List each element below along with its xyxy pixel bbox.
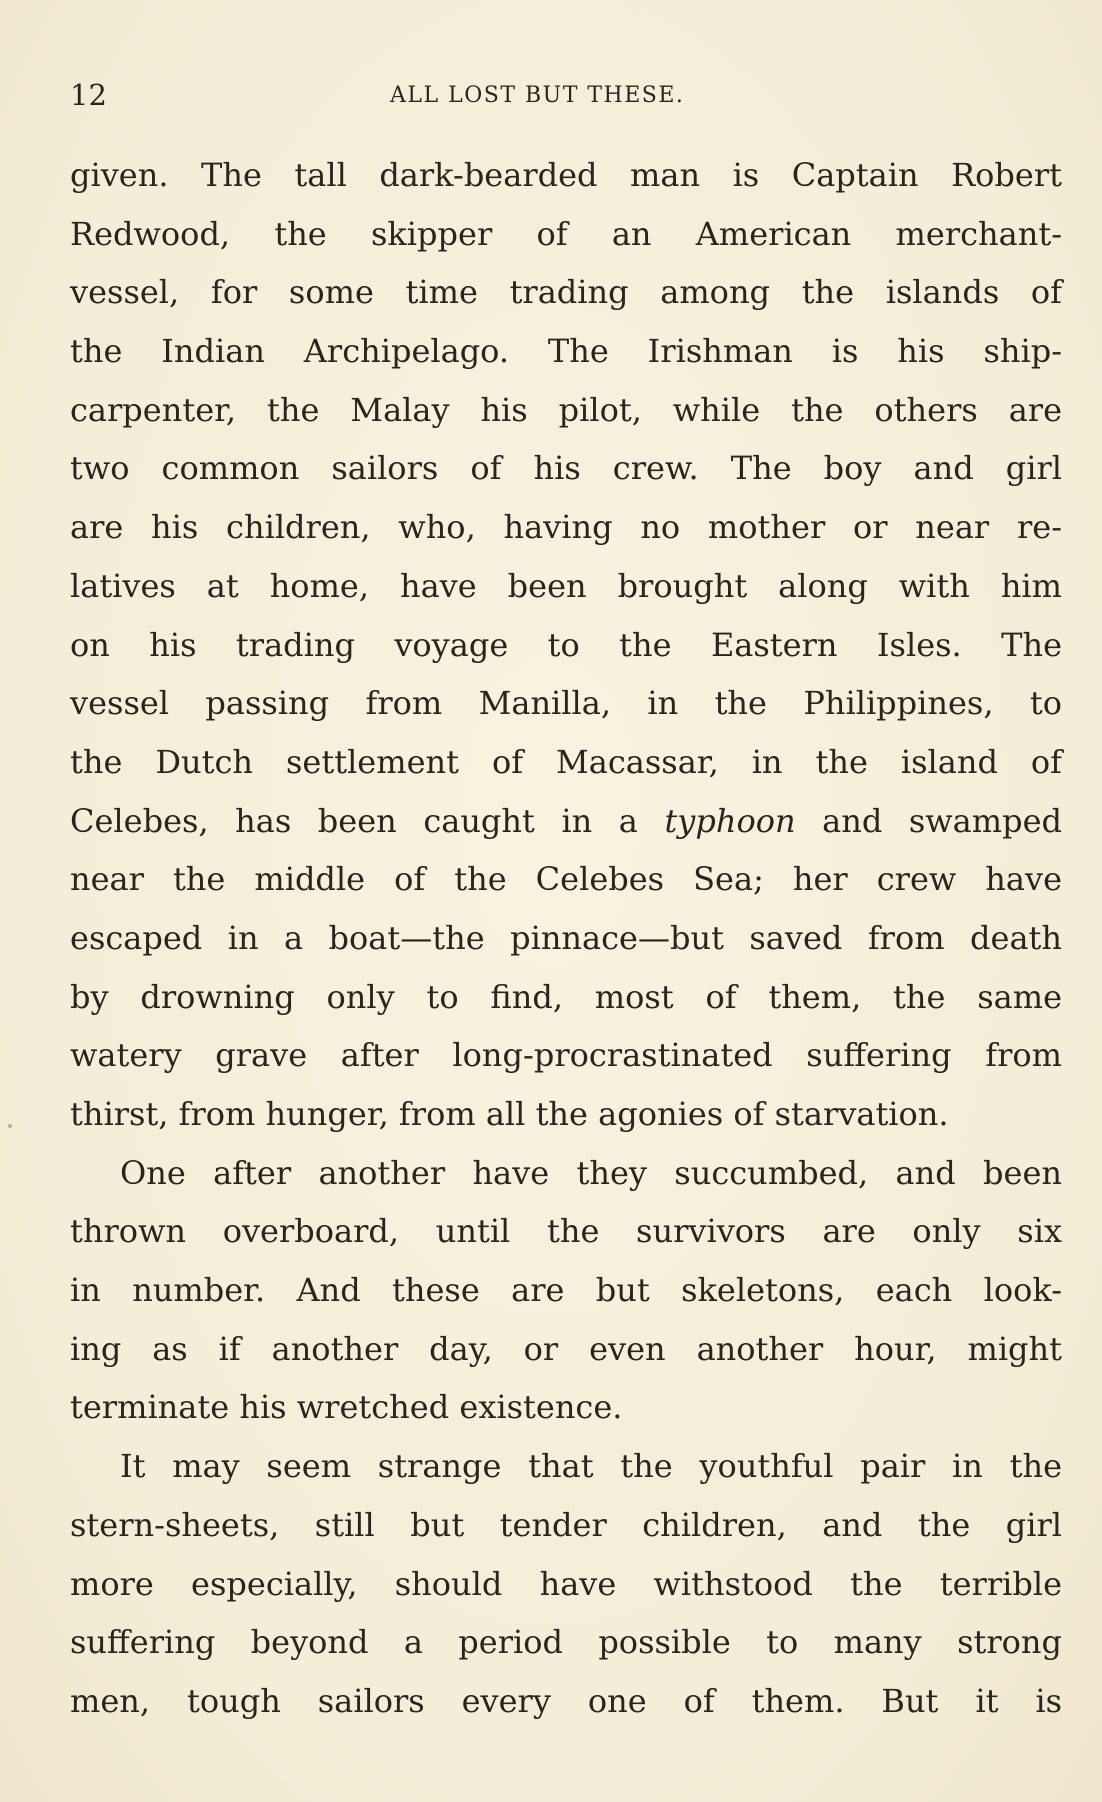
text-line: more especially, should have withstood the terrible xyxy=(70,1564,1062,1603)
text-line: two common sailors of his crew. The boy and girl xyxy=(70,449,1062,488)
text-line: by drowning only to find, most of them, the same xyxy=(70,977,1062,1016)
text-line: Redwood, the skipper of an American merchant- xyxy=(70,214,1062,253)
text-line: suffering beyond a period possible to many strong xyxy=(70,1623,1062,1662)
text-line: near the middle of the Celebes Sea; her crew have xyxy=(70,860,1062,899)
text-line: terminate his wretched existence. xyxy=(70,1388,623,1427)
text-line: thrown overboard, until the survivors are only six xyxy=(70,1212,1062,1251)
text-segment: Celebes, has been caught in a xyxy=(70,801,665,840)
text-line xyxy=(70,792,1062,851)
text-line: escaped in a boat—the pinnace—but saved from death xyxy=(70,918,1062,957)
page-header xyxy=(70,78,1062,118)
text-line: are his children, who, having no mother or near re- xyxy=(70,508,1062,547)
text-line: given. The tall dark-bearded man is Captain Robert xyxy=(70,156,1062,194)
text-line: vessel passing from Manilla, in the Philippines, to xyxy=(70,684,1062,723)
text-line: carpenter, the Malay his pilot, while the others are xyxy=(70,390,1062,429)
page-number: 12 xyxy=(70,78,107,112)
text-line: the Indian Archipelago. The Irishman is his ship- xyxy=(70,332,1062,371)
text-line: on his trading voyage to the Eastern Isles. The xyxy=(70,625,1062,664)
text-line: ing as if another day, or even another hour, might xyxy=(70,1329,1062,1368)
text-line: latives at home, have been brought along with him xyxy=(70,566,1062,605)
text-line: It may seem strange that the youthful pair in the xyxy=(120,1447,1062,1486)
text-line: thirst, from hunger, from all the agonies of starvation. xyxy=(70,1095,949,1133)
text-line: men, tough sailors every one of them. But it is xyxy=(70,1681,1062,1720)
text-line: watery grave after long-procrastinated suffering from xyxy=(70,1036,1062,1075)
paper-speck xyxy=(8,1124,12,1128)
running-head: ALL LOST BUT THESE. xyxy=(390,83,685,108)
text-line: One after another have they succumbed, and been xyxy=(120,1153,1062,1192)
text-line: vessel, for some time trading among the islands of xyxy=(70,273,1062,312)
text-line: in number. And these are but skeletons, each look- xyxy=(70,1271,1062,1310)
text-line: the Dutch settlement of Macassar, in the island of xyxy=(70,742,1062,781)
text-segment: and swamped xyxy=(795,801,1063,840)
italic-word: typhoon xyxy=(664,801,796,840)
text-line: stern-sheets, still but tender children, and the girl xyxy=(70,1505,1062,1544)
body-text xyxy=(70,146,1062,1731)
